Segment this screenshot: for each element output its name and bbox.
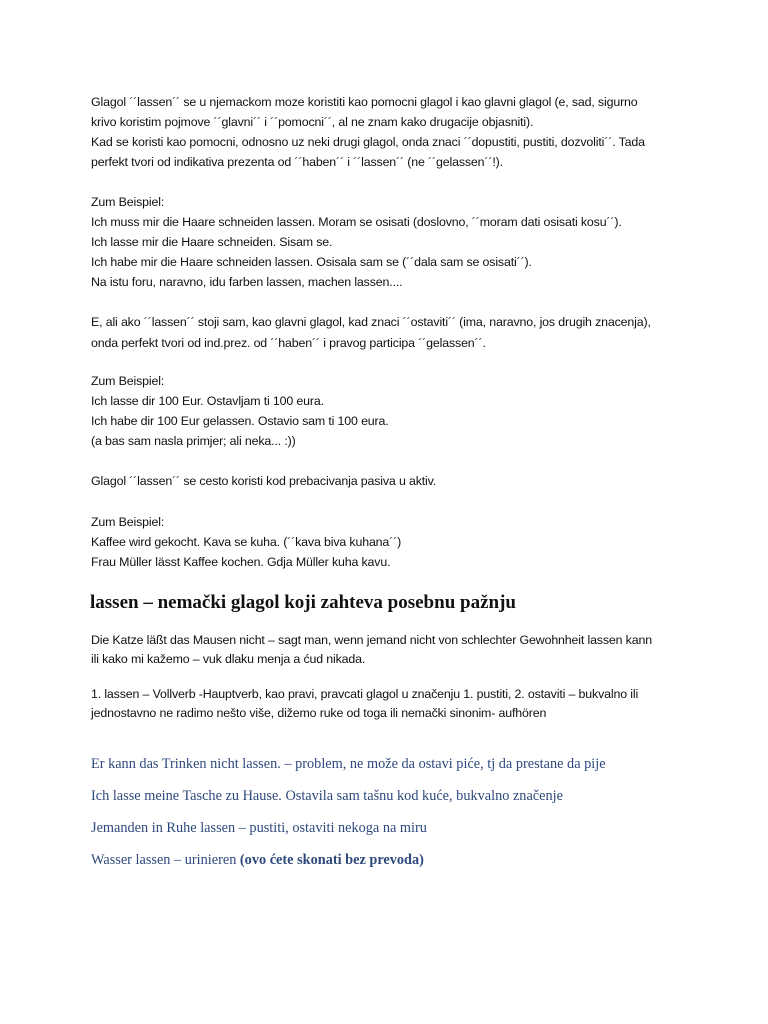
text-line: Na istu foru, naravno, idu farben lassen, machen lassen.... xyxy=(91,275,403,289)
blue-example-plain: Wasser lassen – urinieren xyxy=(91,852,240,868)
text-line: (a bas sam nasla primjer; ali neka... :)) xyxy=(91,434,296,448)
blue-example-text: Jemanden in Ruhe lassen – pustiti, ostaviti nekoga na miru xyxy=(91,820,427,836)
blue-example-4 xyxy=(91,850,691,870)
example-label: Zum Beispiel: xyxy=(91,374,165,388)
text-line: Glagol ´´lassen´´ se u njemackom moze koristiti kao pomocni glagol i kao glavni glagol (e, sad, sigurno xyxy=(91,95,638,109)
blue-example-text: Er kann das Trinken nicht lassen. – problem, ne može da ostavi piće, tj da prestane da pije xyxy=(91,756,606,772)
blue-example-2 xyxy=(91,786,691,806)
text-line: Ich lasse mir die Haare schneiden. Sisam se. xyxy=(91,235,333,249)
text-line: E, ali ako ´´lassen´´ stoji sam, kao glavni glagol, kad znaci ´´ostaviti´´ (ima, naravno, jos drugih znacenja), xyxy=(91,315,651,329)
main-verb-paragraph xyxy=(91,312,691,354)
definition-paragraph xyxy=(91,685,691,723)
text-line: ili kako mi kažemo – vuk dlaku menja a ćud nikada. xyxy=(91,652,366,666)
text-line: 1. lassen – Vollverb -Hauptverb, kao pravi, pravcati glagol u značenju 1. pustiti, 2. ostaviti – bukvalno ili xyxy=(91,687,639,701)
text-line: Frau Müller lässt Kaffee kochen. Gdja Müller kuha kavu. xyxy=(91,555,391,569)
text-line: onda perfekt tvori od ind.prez. od ´´haben´´ i pravog participa ´´gelassen´´. xyxy=(91,336,486,350)
example-block-1 xyxy=(91,192,691,292)
text-line: Glagol ´´lassen´´ se cesto koristi kod prebacivanja pasiva u aktiv. xyxy=(91,474,437,488)
blue-example-3 xyxy=(91,818,691,838)
example-label: Zum Beispiel: xyxy=(91,515,165,529)
blue-example-text xyxy=(91,850,691,870)
text-line: jednostavno ne radimo nešto više, dižemo ruke od toga ili nemački sinonim- aufhören xyxy=(91,706,547,720)
example-block-3 xyxy=(91,512,691,572)
text-line: Kad se koristi kao pomocni, odnosno uz neki drugi glagol, onda znaci ´´dopustiti, pustiti, dozvoliti´´. Tada xyxy=(91,135,645,149)
text-line: Ich habe mir die Haare schneiden lassen. Osisala sam se (´´dala sam se osisati´´). xyxy=(91,255,532,269)
section-heading xyxy=(90,591,690,615)
text-line: Ich lasse dir 100 Eur. Ostavljam ti 100 eura. xyxy=(91,394,324,408)
example-label: Zum Beispiel: xyxy=(91,195,165,209)
heading-text: lassen – nemački glagol koji zahteva posebnu pažnju xyxy=(90,592,516,613)
intro-paragraph xyxy=(91,92,691,172)
passive-paragraph xyxy=(91,471,691,491)
text-line: Kaffee wird gekocht. Kava se kuha. (´´kava biva kuhana´´) xyxy=(91,535,402,549)
text-line: Ich muss mir die Haare schneiden lassen. Moram se osisati (doslovno, ´´moram dati osisati kosu´´). xyxy=(91,215,622,229)
text-line: Die Katze läßt das Mausen nicht – sagt man, wenn jemand nicht von schlechter Gewohnheit lassen kann xyxy=(91,633,652,647)
text-line: krivo koristim pojmove ´´glavni´´ i ´´pomocni´´, al ne znam kako drugacije objasniti). xyxy=(91,115,534,129)
blue-example-1 xyxy=(91,754,691,774)
text-line: Ich habe dir 100 Eur gelassen. Ostavio sam ti 100 eura. xyxy=(91,414,389,428)
proverb-paragraph xyxy=(91,631,691,669)
blue-example-text: Ich lasse meine Tasche zu Hause. Ostavila sam tašnu kod kuće, bukvalno značenje xyxy=(91,788,563,804)
blue-example-bold: (ovo ćete skonati bez prevoda) xyxy=(239,852,424,868)
example-block-2 xyxy=(91,371,691,451)
text-line: perfekt tvori od indikativa prezenta od ´´haben´´ i ´´lassen´´ (ne ´´gelassen´´!). xyxy=(91,155,503,169)
